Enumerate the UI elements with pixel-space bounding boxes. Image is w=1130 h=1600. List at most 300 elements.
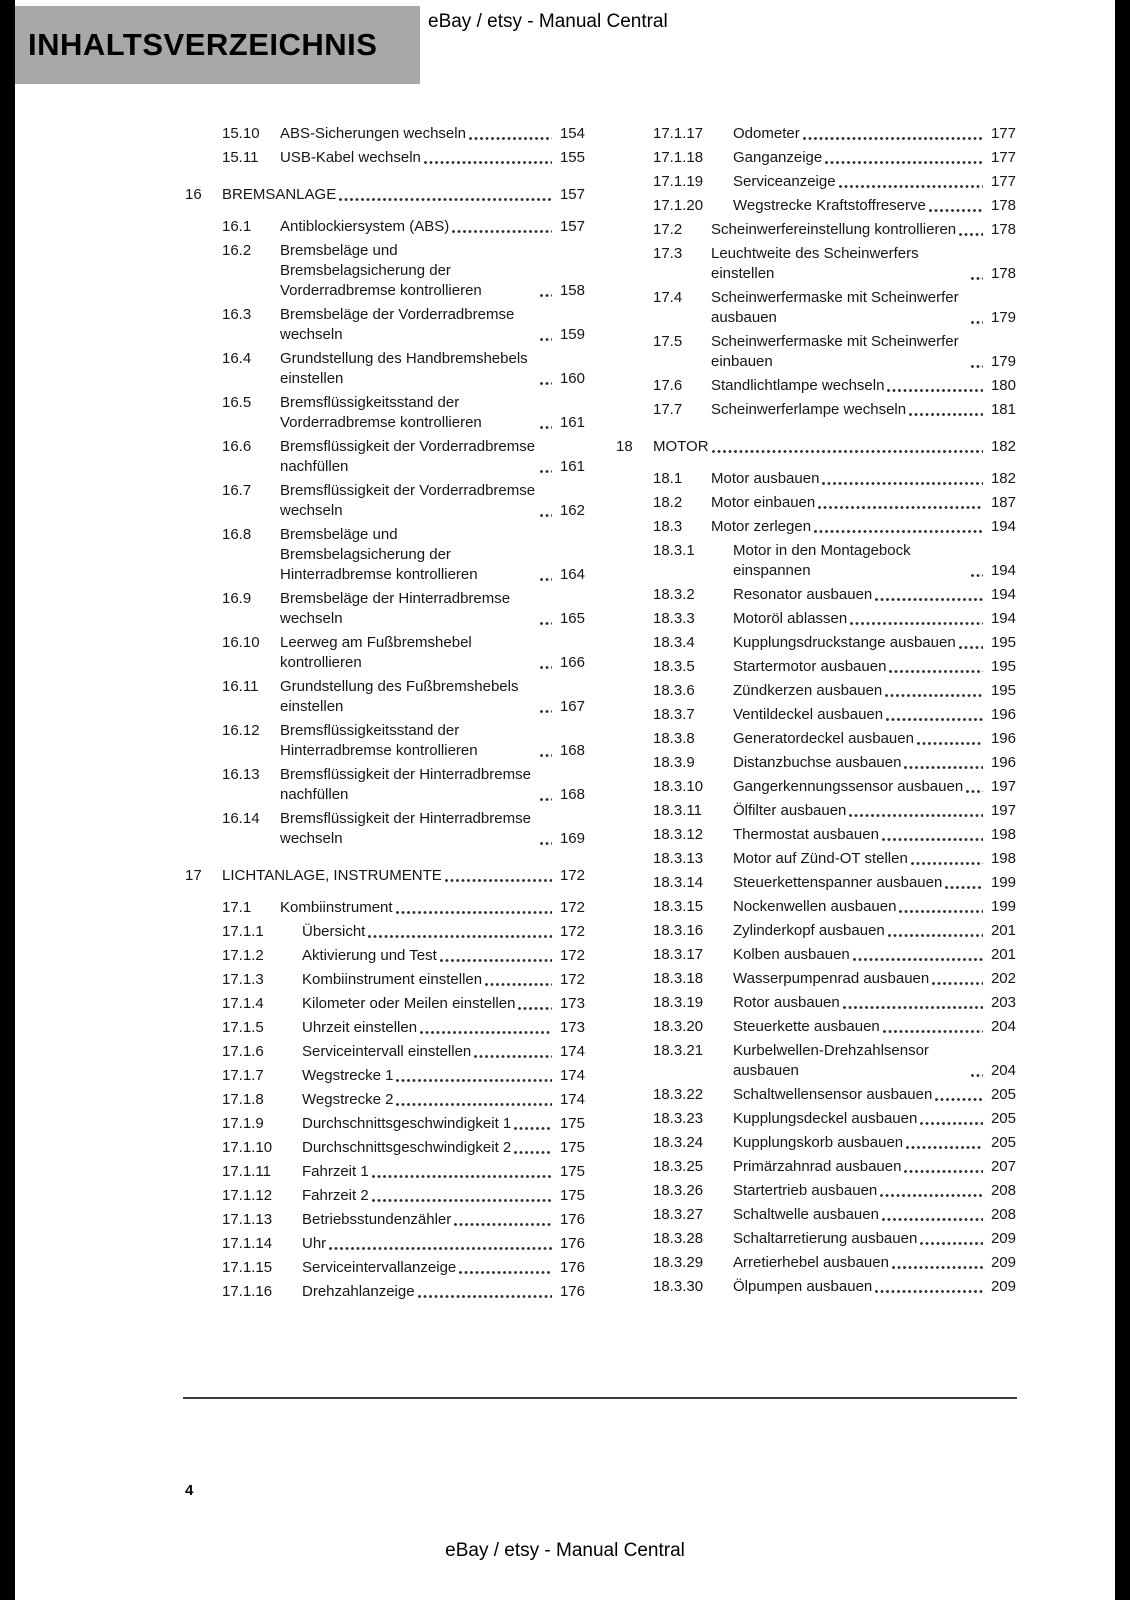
toc-entry-title: Schaltwelle ausbauen xyxy=(733,1206,879,1223)
toc-entry-title: Bremsbeläge der Hinterradbremse wechseln xyxy=(280,590,511,627)
toc-leader-dots xyxy=(971,277,983,280)
toc-entry-page: 154 xyxy=(559,125,585,142)
toc-entry xyxy=(185,393,585,433)
toc-entry-title: Bremsflüssigkeit der Hinterradbremse nachfüllen xyxy=(280,766,531,803)
toc-entry-number: 16.3 xyxy=(222,306,252,323)
toc-leader-dots xyxy=(850,622,983,625)
header-brand: eBay / etsy - Manual Central xyxy=(428,11,668,32)
toc-entry xyxy=(185,970,585,990)
toc-entry-page: 195 xyxy=(990,682,1016,699)
toc-entry-title: Steuerkette ausbauen xyxy=(733,1018,880,1035)
toc-entry-title: Steuerkettenspanner ausbauen xyxy=(733,874,943,891)
toc-entry-title: Gangerkennungssensor ausbauen xyxy=(733,778,964,795)
toc-entry-number: 18.3.15 xyxy=(653,898,704,915)
toc-entry-number: 17.1.3 xyxy=(222,971,264,988)
toc-leader-dots xyxy=(540,294,552,297)
toc-entry-title: Uhr xyxy=(302,1235,327,1252)
toc-entry xyxy=(185,1066,585,1086)
toc-entry-title: Übersicht xyxy=(302,923,366,940)
toc-entry-title: Bremsflüssigkeit der Hinterradbremse wechseln xyxy=(280,810,531,847)
toc-entry-page: 199 xyxy=(990,898,1016,915)
toc-entry xyxy=(185,1042,585,1062)
toc-leader-dots xyxy=(454,1223,552,1226)
toc-entry-title: Bremsbeläge und Bremsbelagsicherung der Vorderradbremse kontrollieren xyxy=(280,242,482,299)
table-of-contents xyxy=(185,124,1017,1306)
toc-entry xyxy=(616,400,1016,420)
toc-entry-page: 175 xyxy=(559,1187,585,1204)
toc-entry xyxy=(616,753,1016,773)
toc-entry-page: 197 xyxy=(990,802,1016,819)
toc-entry-title: ABS-Sicherungen wechseln xyxy=(280,125,466,142)
toc-entry-number: 16.6 xyxy=(222,438,252,455)
toc-entry-page: 181 xyxy=(990,401,1016,418)
toc-entry-title: Grundstellung des Handbremshebels einstellen xyxy=(280,350,528,387)
toc-entry-number: 16.14 xyxy=(222,810,260,827)
toc-entry-title: Primärzahnrad ausbauen xyxy=(733,1158,902,1175)
toc-entry-page: 205 xyxy=(990,1110,1016,1127)
toc-entry xyxy=(616,1157,1016,1177)
toc-leader-dots xyxy=(883,1030,983,1033)
toc-entry-page: 197 xyxy=(990,778,1016,795)
toc-entry-number: 18.3.27 xyxy=(653,1206,704,1223)
toc-leader-dots xyxy=(514,1127,552,1130)
toc-leader-dots xyxy=(971,321,983,324)
toc-entry xyxy=(185,525,585,585)
toc-entry-page: 177 xyxy=(990,125,1016,142)
toc-leader-dots xyxy=(959,233,983,236)
toc-entry-page: 172 xyxy=(559,947,585,964)
toc-entry-title: Drehzahlanzeige xyxy=(302,1283,415,1300)
toc-entry-number: 18.3.10 xyxy=(653,778,704,795)
toc-entry-number: 18.3.20 xyxy=(653,1018,704,1035)
toc-entry xyxy=(616,1277,1016,1297)
toc-entry-title: Motor auf Zünd-OT stellen xyxy=(733,850,908,867)
toc-leader-dots xyxy=(420,1031,552,1034)
toc-entry-title: Motor ausbauen xyxy=(711,470,820,487)
toc-entry xyxy=(616,148,1016,168)
toc-entry-page: 198 xyxy=(990,826,1016,843)
toc-entry-page: 196 xyxy=(990,754,1016,771)
toc-entry-page: 172 xyxy=(559,867,585,884)
toc-entry-title: Ölpumpen ausbauen xyxy=(733,1278,873,1295)
toc-entry xyxy=(185,1138,585,1158)
toc-entry-title: Grundstellung des Fußbremshebels einstellen xyxy=(280,678,519,715)
toc-leader-dots xyxy=(540,666,552,669)
toc-entry xyxy=(616,705,1016,725)
toc-entry xyxy=(185,481,585,521)
toc-leader-dots xyxy=(892,1266,983,1269)
toc-entry xyxy=(616,657,1016,677)
toc-entry-page: 172 xyxy=(559,923,585,940)
toc-entry-page: 157 xyxy=(559,218,585,235)
toc-leader-dots xyxy=(843,1006,983,1009)
toc-leader-dots xyxy=(839,185,983,188)
toc-entry xyxy=(616,244,1016,284)
toc-entry-page: 160 xyxy=(559,370,585,387)
toc-leader-dots xyxy=(818,506,983,509)
toc-leader-dots xyxy=(849,814,983,817)
toc-leader-dots xyxy=(540,382,552,385)
toc-entry-number: 17.1.1 xyxy=(222,923,264,940)
toc-entry-title: Motoröl ablassen xyxy=(733,610,848,627)
toc-entry-title: Wasserpumpenrad ausbauen xyxy=(733,970,930,987)
toc-leader-dots xyxy=(712,450,983,453)
toc-leader-dots xyxy=(899,910,983,913)
toc-entry-page: 179 xyxy=(990,309,1016,326)
toc-entry-title: Kupplungsdruckstange ausbauen xyxy=(733,634,956,651)
toc-entry-page: 195 xyxy=(990,658,1016,675)
toc-entry-page: 201 xyxy=(990,946,1016,963)
toc-entry xyxy=(185,946,585,966)
toc-entry-title: Wegstrecke Kraftstoffreserve xyxy=(733,197,926,214)
toc-entry xyxy=(616,897,1016,917)
toc-entry-number: 18.3.25 xyxy=(653,1158,704,1175)
toc-entry xyxy=(616,196,1016,216)
toc-entry-number: 17.1.20 xyxy=(653,197,704,214)
toc-entry-title: Antiblockiersystem (ABS) xyxy=(280,218,450,235)
toc-entry xyxy=(616,1205,1016,1225)
toc-leader-dots xyxy=(887,389,983,392)
toc-entry-page: 172 xyxy=(559,971,585,988)
toc-entry-title: Aktivierung und Test xyxy=(302,947,437,964)
toc-entry-title: Serviceintervallanzeige xyxy=(302,1259,457,1276)
toc-entry-number: 18.3.19 xyxy=(653,994,704,1011)
toc-leader-dots xyxy=(459,1271,552,1274)
toc-entry-number: 18.3 xyxy=(653,518,683,535)
toc-entry-title: Durchschnittsgeschwindigkeit 1 xyxy=(302,1115,512,1132)
toc-leader-dots xyxy=(935,1098,983,1101)
toc-entry-title: Kombiinstrument einstellen xyxy=(302,971,483,988)
toc-entry-page: 172 xyxy=(559,899,585,916)
toc-entry-title: Ventildeckel ausbauen xyxy=(733,706,884,723)
toc-entry-title: Schaltwellensensor ausbauen xyxy=(733,1086,933,1103)
toc-entry xyxy=(185,765,585,805)
toc-entry-title: Kupplungsdeckel ausbauen xyxy=(733,1110,918,1127)
toc-entry-number: 18.3.12 xyxy=(653,826,704,843)
toc-entry-title: Kilometer oder Meilen einstellen xyxy=(302,995,516,1012)
toc-entry xyxy=(185,1258,585,1278)
toc-entry-page: 174 xyxy=(559,1091,585,1108)
toc-entry xyxy=(185,898,585,918)
toc-entry-number: 18.3.11 xyxy=(653,802,702,819)
toc-entry-title: Bremsflüssigkeit der Vorderradbremse nachfüllen xyxy=(280,438,536,475)
toc-entry-number: 17.7 xyxy=(653,401,683,418)
toc-entry-page: 187 xyxy=(990,494,1016,511)
toc-leader-dots xyxy=(920,1122,983,1125)
toc-entry xyxy=(616,825,1016,845)
toc-entry-title: Uhrzeit einstellen xyxy=(302,1019,418,1036)
toc-entry-page: 178 xyxy=(990,265,1016,282)
toc-entry-page: 173 xyxy=(559,995,585,1012)
toc-entry-number: 17.1.13 xyxy=(222,1211,273,1228)
toc-entry-number: 18.3.4 xyxy=(653,634,695,651)
toc-leader-dots xyxy=(339,198,552,201)
toc-entry-title: Ganganzeige xyxy=(733,149,823,166)
toc-entry-page: 209 xyxy=(990,1230,1016,1247)
toc-entry-number: 17.2 xyxy=(653,221,683,238)
toc-entry xyxy=(616,1085,1016,1105)
toc-entry xyxy=(616,1109,1016,1129)
toc-entry-page: 178 xyxy=(990,221,1016,238)
toc-entry-number: 18.3.22 xyxy=(653,1086,704,1103)
toc-entry xyxy=(616,633,1016,653)
toc-entry-number: 18.3.23 xyxy=(653,1110,704,1127)
toc-entry xyxy=(616,1181,1016,1201)
toc-entry-page: 208 xyxy=(990,1206,1016,1223)
toc-entry-number: 18.3.6 xyxy=(653,682,695,699)
toc-entry xyxy=(185,185,585,205)
toc-leader-dots xyxy=(971,1074,983,1077)
toc-entry-title: Thermostat ausbauen xyxy=(733,826,879,843)
toc-entry-page: 169 xyxy=(559,830,585,847)
toc-entry-page: 159 xyxy=(559,326,585,343)
toc-leader-dots xyxy=(452,230,552,233)
toc-entry-title: Kupplungskorb ausbauen xyxy=(733,1134,904,1151)
toc-leader-dots xyxy=(971,365,983,368)
toc-entry-page: 166 xyxy=(559,654,585,671)
toc-entry-page: 177 xyxy=(990,149,1016,166)
toc-entry xyxy=(185,677,585,717)
toc-leader-dots xyxy=(906,1146,983,1149)
toc-leader-dots xyxy=(485,983,552,986)
page-title: INHALTSVERZEICHNIS xyxy=(28,27,378,62)
toc-entry-number: 16 xyxy=(185,186,202,203)
toc-entry-number: 16.2 xyxy=(222,242,252,259)
toc-leader-dots xyxy=(540,622,552,625)
toc-entry xyxy=(185,589,585,629)
toc-entry-number: 17.1.12 xyxy=(222,1187,273,1204)
toc-entry-number: 17.1.17 xyxy=(653,125,704,142)
toc-entry-number: 16.12 xyxy=(222,722,260,739)
toc-leader-dots xyxy=(514,1151,552,1154)
toc-entry-page: 195 xyxy=(990,634,1016,651)
toc-entry-page: 176 xyxy=(559,1235,585,1252)
toc-entry xyxy=(616,945,1016,965)
toc-entry-page: 204 xyxy=(990,1018,1016,1035)
toc-entry-number: 18.3.8 xyxy=(653,730,695,747)
toc-entry-number: 18.3.16 xyxy=(653,922,704,939)
toc-entry xyxy=(616,849,1016,869)
toc-leader-dots xyxy=(540,842,552,845)
toc-leader-dots xyxy=(469,137,552,140)
toc-entry xyxy=(616,493,1016,513)
toc-entry-page: 202 xyxy=(990,970,1016,987)
toc-entry xyxy=(616,541,1016,581)
toc-entry-page: 157 xyxy=(559,186,585,203)
toc-leader-dots xyxy=(885,694,983,697)
toc-leader-dots xyxy=(945,886,983,889)
toc-leader-dots xyxy=(540,754,552,757)
toc-entry-number: 17.1.18 xyxy=(653,149,704,166)
toc-entry-page: 182 xyxy=(990,470,1016,487)
toc-entry-page: 162 xyxy=(559,502,585,519)
toc-entry-title: Fahrzeit 2 xyxy=(302,1187,369,1204)
toc-entry-title: Scheinwerferlampe wechseln xyxy=(711,401,907,418)
toc-column-left xyxy=(185,124,585,1306)
toc-entry xyxy=(185,148,585,168)
toc-entry xyxy=(616,681,1016,701)
toc-entry xyxy=(185,437,585,477)
toc-entry-title: BREMSANLAGE xyxy=(222,186,337,203)
toc-entry-page: 203 xyxy=(990,994,1016,1011)
toc-entry-number: 18.3.14 xyxy=(653,874,704,891)
toc-entry-page: 165 xyxy=(559,610,585,627)
toc-leader-dots xyxy=(814,530,983,533)
toc-entry-page: 194 xyxy=(990,562,1016,579)
toc-entry xyxy=(185,1186,585,1206)
toc-leader-dots xyxy=(540,710,552,713)
toc-leader-dots xyxy=(959,646,983,649)
toc-entry-title: LICHTANLAGE, INSTRUMENTE xyxy=(222,867,442,884)
toc-leader-dots xyxy=(888,934,983,937)
toc-entry-title: Scheinwerfermaske mit Scheinwerfer einbauen xyxy=(711,333,959,370)
toc-entry xyxy=(616,332,1016,372)
toc-entry-title: Zündkerzen ausbauen xyxy=(733,682,883,699)
toc-entry-page: 194 xyxy=(990,518,1016,535)
toc-entry-title: Leuchtweite des Scheinwerfers einstellen xyxy=(711,245,919,282)
toc-entry-page: 201 xyxy=(990,922,1016,939)
toc-entry-number: 16.10 xyxy=(222,634,260,651)
toc-leader-dots xyxy=(540,338,552,341)
toc-entry-number: 17.4 xyxy=(653,289,683,306)
toc-leader-dots xyxy=(932,982,983,985)
toc-leader-dots xyxy=(920,1242,983,1245)
toc-entry-number: 18.3.2 xyxy=(653,586,695,603)
toc-entry-page: 205 xyxy=(990,1134,1016,1151)
toc-entry-number: 16.11 xyxy=(222,678,259,695)
toc-entry-page: 209 xyxy=(990,1254,1016,1271)
toc-entry-page: 168 xyxy=(559,742,585,759)
toc-entry-page: 178 xyxy=(990,197,1016,214)
toc-leader-dots xyxy=(886,718,983,721)
toc-column-right xyxy=(616,124,1016,1306)
toc-entry-title: USB-Kabel wechseln xyxy=(280,149,421,166)
toc-entry xyxy=(185,1162,585,1182)
toc-entry xyxy=(616,921,1016,941)
toc-entry-page: 209 xyxy=(990,1278,1016,1295)
toc-entry-number: 18.1 xyxy=(653,470,683,487)
toc-entry xyxy=(185,1090,585,1110)
toc-entry-title: Motor einbauen xyxy=(711,494,816,511)
toc-entry-title: Startermotor ausbauen xyxy=(733,658,887,675)
toc-entry xyxy=(616,801,1016,821)
toc-entry-page: 179 xyxy=(990,353,1016,370)
toc-leader-dots xyxy=(518,1007,552,1010)
toc-entry-number: 17.1.7 xyxy=(222,1067,264,1084)
toc-entry-page: 199 xyxy=(990,874,1016,891)
toc-entry-page: 175 xyxy=(559,1115,585,1132)
toc-entry xyxy=(185,1114,585,1134)
toc-leader-dots xyxy=(882,838,983,841)
toc-entry-number: 18.3.5 xyxy=(653,658,695,675)
toc-entry-title: Nockenwellen ausbauen xyxy=(733,898,897,915)
toc-entry xyxy=(616,1041,1016,1081)
toc-entry xyxy=(616,220,1016,240)
toc-leader-dots xyxy=(889,670,983,673)
footer-divider xyxy=(183,1397,1017,1399)
toc-leader-dots xyxy=(540,514,552,517)
toc-leader-dots xyxy=(474,1055,552,1058)
toc-entry-page: 194 xyxy=(990,586,1016,603)
toc-entry xyxy=(185,866,585,886)
page-edge-right xyxy=(1115,0,1130,1600)
toc-entry xyxy=(616,873,1016,893)
toc-leader-dots xyxy=(424,161,552,164)
footer-brand: eBay / etsy - Manual Central xyxy=(445,1540,685,1561)
toc-entry-number: 15.11 xyxy=(222,149,259,166)
toc-entry-title: Leerweg am Fußbremshebel kontrollieren xyxy=(280,634,472,671)
toc-entry-title: Generatordeckel ausbauen xyxy=(733,730,914,747)
toc-entry-page: 198 xyxy=(990,850,1016,867)
toc-entry-number: 16.9 xyxy=(222,590,252,607)
toc-leader-dots xyxy=(822,482,983,485)
toc-entry-number: 17.1.5 xyxy=(222,1019,264,1036)
toc-entry xyxy=(185,922,585,942)
toc-entry-page: 194 xyxy=(990,610,1016,627)
toc-leader-dots xyxy=(875,598,983,601)
toc-entry-number: 17.1.10 xyxy=(222,1139,273,1156)
toc-entry-page: 208 xyxy=(990,1182,1016,1199)
toc-entry xyxy=(616,1133,1016,1153)
toc-entry-page: 180 xyxy=(990,377,1016,394)
toc-entry xyxy=(616,517,1016,537)
toc-leader-dots xyxy=(445,879,552,882)
toc-entry-number: 18.3.3 xyxy=(653,610,695,627)
toc-entry-page: 175 xyxy=(559,1139,585,1156)
toc-entry-page: 176 xyxy=(559,1259,585,1276)
toc-leader-dots xyxy=(396,911,552,914)
toc-leader-dots xyxy=(917,742,983,745)
toc-entry-page: 207 xyxy=(990,1158,1016,1175)
toc-entry-number: 17.1.6 xyxy=(222,1043,264,1060)
toc-entry-title: Resonator ausbauen xyxy=(733,586,873,603)
toc-entry xyxy=(616,437,1016,457)
toc-leader-dots xyxy=(540,426,552,429)
toc-entry-title: Durchschnittsgeschwindigkeit 2 xyxy=(302,1139,512,1156)
toc-entry-title: Bremsbeläge und Bremsbelagsicherung der Hinterradbremse kontrollieren xyxy=(280,526,478,583)
toc-entry-number: 17.6 xyxy=(653,377,683,394)
toc-entry-title: Rotor ausbauen xyxy=(733,994,840,1011)
toc-entry-number: 18.3.13 xyxy=(653,850,704,867)
toc-leader-dots xyxy=(440,959,552,962)
toc-entry-number: 16.5 xyxy=(222,394,252,411)
toc-entry-page: 176 xyxy=(559,1211,585,1228)
toc-leader-dots xyxy=(396,1103,552,1106)
toc-entry xyxy=(616,729,1016,749)
toc-entry-page: 182 xyxy=(990,438,1016,455)
toc-entry xyxy=(185,1282,585,1302)
toc-entry-title: Kurbelwellen-Drehzahlsensor ausbauen xyxy=(733,1042,929,1079)
toc-leader-dots xyxy=(929,209,983,212)
toc-entry-page: 175 xyxy=(559,1163,585,1180)
toc-entry-page: 174 xyxy=(559,1043,585,1060)
toc-entry-title: Bremsflüssigkeit der Vorderradbremse wechseln xyxy=(280,482,536,519)
toc-entry xyxy=(185,633,585,673)
toc-entry-number: 17.1.2 xyxy=(222,947,264,964)
toc-entry-page: 158 xyxy=(559,282,585,299)
toc-leader-dots xyxy=(882,1218,983,1221)
toc-leader-dots xyxy=(971,574,983,577)
toc-entry-title: Serviceintervall einstellen xyxy=(302,1043,472,1060)
toc-leader-dots xyxy=(875,1290,983,1293)
toc-entry-title: Bremsflüssigkeitsstand der Hinterradbremse kontrollieren xyxy=(280,722,478,759)
toc-entry-number: 17.1.11 xyxy=(222,1163,271,1180)
toc-entry-title: Distanzbuchse ausbauen xyxy=(733,754,902,771)
page-edge-left xyxy=(0,0,15,1600)
toc-entry-number: 17.1.4 xyxy=(222,995,264,1012)
toc-entry-number: 18.3.24 xyxy=(653,1134,704,1151)
toc-entry-number: 18.3.7 xyxy=(653,706,695,723)
